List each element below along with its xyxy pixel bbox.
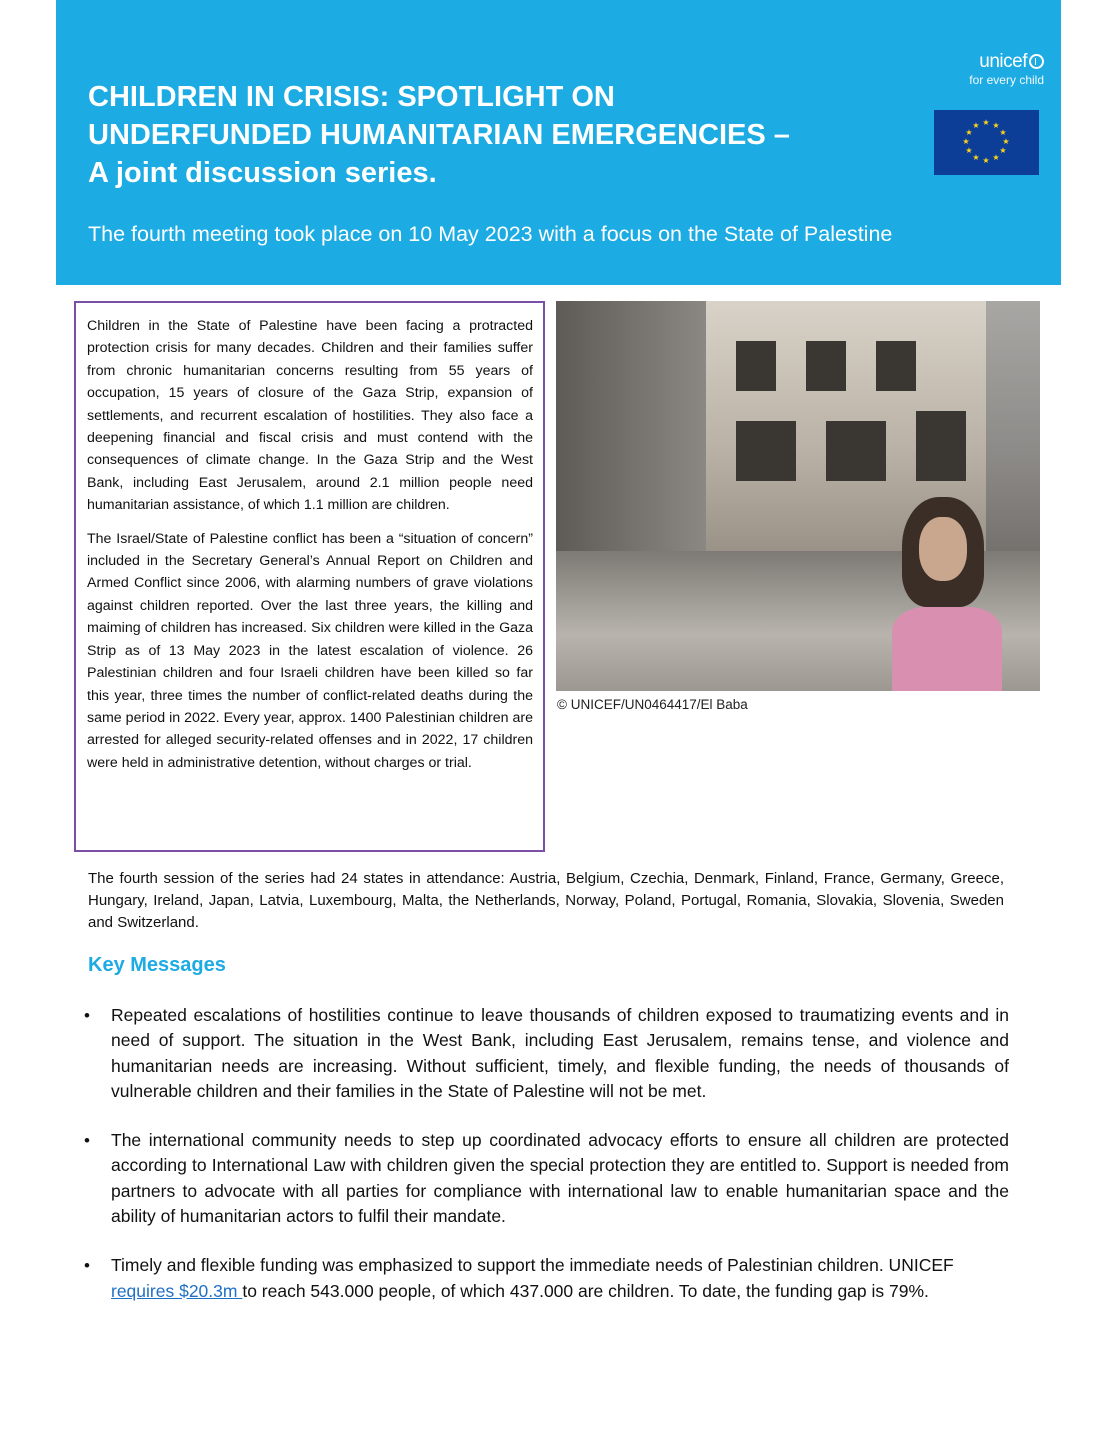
attendance-paragraph: The fourth session of the series had 24 states in attendance: Austria, Belgium, Czechia, Denmark, Finland, France, Germany, Greece, Hungary, Ireland, Japan, Latvia, Luxembourg, Malta, the Netherlands, Norway, Poland, Portugal, Romania, Slovakia, Slovenia, Sweden and Switzerland. [88,870,1004,931]
logo-wordmark: unicef [979,51,1027,72]
star-icon: ★ [1002,137,1010,146]
globe-icon [1029,54,1044,69]
list-item-text: The international community needs to step up coordinated advocacy efforts to ensure all children are protected according to International Law with children given the special protection they are entitled to. Support is needed from partners to advocate with all parties for compliance with international law to enable humanitarian space and the ability of humanitarian actors to fulfil their mandate. [111,1130,1009,1227]
list-item [84,1253,1009,1304]
bullet-icon: • [84,1006,90,1025]
page-subtitle: The fourth meeting took place on 10 May 2023 with a focus on the State of Palestine [88,222,893,246]
star-icon: ★ [972,153,980,162]
list-item-text: Timely and flexible funding was emphasized to support the immediate needs of Palestinian children. UNICEF [111,1255,954,1276]
list-item [84,1003,1009,1104]
key-messages-list [84,1003,1009,1328]
eu-flag-icon [934,110,1039,175]
photo-caption: © UNICEF/UN0464417/El Baba [557,697,748,712]
title-line: A joint discussion series. [88,157,437,189]
star-icon: ★ [965,128,973,137]
title-line: UNDERFUNDED HUMANITARIAN EMERGENCIES – [88,119,790,151]
bullet-icon: • [84,1131,90,1151]
photo-girl-ruins [556,301,1040,691]
star-icon: ★ [965,146,973,155]
header-banner [56,0,1061,285]
star-icon: ★ [992,121,1000,130]
star-icon: ★ [992,153,1000,162]
intro-box [74,301,545,852]
list-item-text: Repeated escalations of hostilities continue to leave thousands of children exposed to traumatizing events and in need of support. The situation in the West Bank, including East Jerusalem, remains tense, and violence and humanitarian needs are increasing. Without sufficient, timely, and flexible funding, the needs of thousands of vulnerable children and their families in the State of Palestine will not be met. [111,1005,1009,1101]
funding-link[interactable]: requires $20.3m [111,1280,243,1301]
girl-figure [892,497,1002,691]
star-icon: ★ [999,146,1007,155]
list-item [84,1128,1009,1229]
star-icon: ★ [972,121,980,130]
title-line: CHILDREN IN CRISIS: SPOTLIGHT ON [88,81,615,113]
star-icon: ★ [962,137,970,146]
intro-paragraph: The Israel/State of Palestine conflict has been a “situation of concern” included in the Secretary General’s Annual Report on Children and Armed Conflict since 2006, with alarming numbers of grave violations against children reported. Over the last three years, the killing and maiming of children has increased. Six children were killed in the Gaza Strip as of 13 May 2023 in the latest escalation of violence. 26 Palestinian children and four Israeli children have been killed so far this year, three times the number of conflict-related deaths during the same period in 2022. Every year, approx. 1400 Palestinian children are arrested for alleged security-related offenses and in 2022, 17 children were held in administrative detention, without charges or trial. [87,530,533,771]
star-icon: ★ [982,156,990,165]
unicef-logo [944,52,1044,88]
star-icon: ★ [982,118,990,127]
page-title [88,78,908,192]
list-item-text: to reach 543.000 people, of which 437.000 are children. To date, the funding gap is 79%. [242,1280,929,1301]
logo-tagline: for every child [969,73,1044,87]
key-messages-heading: Key Messages [88,954,226,976]
intro-paragraph: Children in the State of Palestine have been facing a protracted protection crisis for many decades. Children and their families suffer from chronic humanitarian concerns resulting from 55 years of occupation, 15 years of closure of the Gaza Strip, expansion of settlements, and recurrent escalation of hostilities. They also face a deepening financial and fiscal crisis and must contend with the consequences of climate change. In the Gaza Strip and the West Bank, including East Jerusalem, around 2.1 million people need humanitarian assistance, of which 1.1 million are children. [87,318,533,514]
bullet-icon: • [84,1256,90,1276]
star-icon: ★ [999,128,1007,137]
